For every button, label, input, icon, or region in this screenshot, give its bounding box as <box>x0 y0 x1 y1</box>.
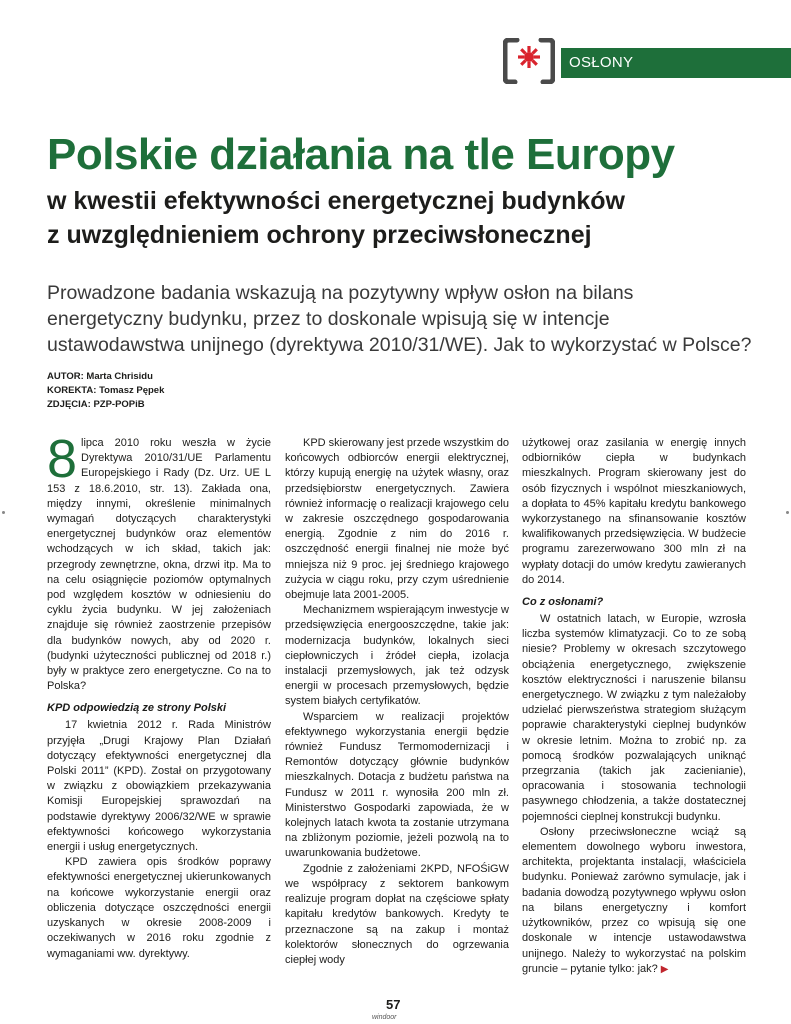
paragraph-text: lipca 2010 roku weszła w życie Dyrektywa 2010/31/UE Parlamentu Europejskiego i Rady (Dz. Urz. UE L 153 z 18.6.2010, str. 13). Zakłada ona, między innymi, określenie minimalnych wymagań dotyczących charakterystyki energetycznej budynków oraz elementów wchodzących w ich skład, takich jak: przegrody zewnętrzne, okna, drzwi itp. Ma to na celu osiągnięcie poziomów optymalnych pod względem kosztów w odniesieniu do cyklu życia budynku. W jej założeniach znajduje się również zaostrzenie przepisów dla budynków nowych, aby od 2020 r. (budynki użyteczności publicznej od 2018 r.) były w praktyce zero energetyczne. Co na to Polska? <box>47 437 271 693</box>
paragraph: KPD skierowany jest przede wszystkim do końcowych odbiorców energii elektrycznej, którzy kupują energię na użytek własny, oraz przedsiębiorstw energetycznych. Zawiera również informację o realizacji krajowego celu w zakresie oszczędnego gospodarowania energią. Zgodnie z nim do 2016 r. oszczędność energii finalnej nie może być mniejsza niż 9 proc. jej średniego krajowego zużycia w ciągu roku, przy czym uśrednienie obejmuje lata 2001-2005. <box>285 437 510 602</box>
lead-line: energetyczny budynku, przez to doskonale wpisują się w intencje <box>47 308 610 330</box>
paragraph-text: Osłony przeciwsłoneczne wciąż są elementem dowolnego wyboru inwestora, architekta, projektanta instalacji, właściciela budynku. Ponieważ zarówno symulacje, jak i badania dowodzą pozytywnego wpływu osłon na bilans energetyczny i komfort użytkowników, przez co wpisują się one doskonale w intencje ustawodawstwa unijnego. Należy to wykorzystać na polskim gruncie – pytanie tylko: jak? <box>522 825 746 975</box>
paragraph: Wsparciem w realizacji projektów efektywnego wykorzystania energii będzie również Fundusz Termomodernizacji i Remontów dotyczący głównie budynków mieszkalnych. Dotacja z budżetu państwa na Fundusz w 2011 r. wynosiła 200 mln zł. Ministerstwo Gospodarki zapowiada, że w kolejnych latach kwota ta zostanie utrzymana na zbliżonym poziomie, jeżeli pozwolą na to uwarunkowania budżetowe. <box>285 710 509 860</box>
paragraph: Zgodnie z założeniami 2KPD, NFOŚiGW we współpracy z sektorem bankowym realizuje program dopłat na częściowe spłaty kapitału kredytów bankowych. Kredyty te przeznaczone są na zakup i montaż kolektorów słonecznych do ogrzewania ciepłej wody <box>285 862 509 966</box>
section-heading: KPD odpowiedzią ze strony Polski <box>47 702 227 715</box>
text-column-3 <box>522 436 746 977</box>
text-column-1 <box>47 429 271 962</box>
lead-line: ustawodawstwa unijnego (dyrektywa 2010/31/WE). Jak to wykorzystać w Polsce? <box>47 334 752 356</box>
continue-arrow-icon: ▶ <box>660 963 669 975</box>
paragraph: 17 kwietnia 2012 r. Rada Ministrów przyjęła „Drugi Krajowy Plan Działań dotyczący efektywności energetycznej dla Polski 2011” (KPD). Został on przygotowany w związku z obowiązkiem przekazywania Komisji Europejskiej sprawozdań na podstawie dyrektywy 2006/32/WE w sprawie efektywności końcowego wykorzystania energii i usług energetycznych. <box>47 719 271 854</box>
section-label: OSŁONY <box>561 48 791 78</box>
paragraph: W ostatnich latach, w Europie, wzrosła liczba systemów klimatyzacji. Co to ze sobą niesie? Problemy w okresach szczytowego obciążenia energetycznego, zwiększenie kosztów elektryczności i naruszenie bilansu energetycznego. W związku z tym należałoby udzielać pierwszeństwa strategiom służącym poprawie charakterystyki cieplnej budynków w okresie letnim. Można to zrobić np. za pomocą środków pozwalających uniknąć przegrzania (takich jak zacienianie), opracowania i stosowania technologii pasywnego chłodzenia, a także dostatecznej pojemności cieplnej konstrukcji budynku. <box>522 613 746 823</box>
credit-author: AUTOR: Marta Chrisidu <box>47 371 153 382</box>
subtitle-line: z uwzględnieniem ochrony przeciwsłonecznej <box>47 221 592 249</box>
page-number: 57 <box>386 997 401 1012</box>
paragraph: Mechanizmem wspierającym inwestycje w przedsięwzięcia energooszczędne, takie jak: modernizacja budynków, lokalnych sieci ciepłowniczych i źródeł ciepła, izolacja instalacji przemysłowych, jak też odzysk energii w procesach przemysłowych, będzie system białych certyfikatów. <box>285 604 510 708</box>
paragraph: KPD zawiera opis środków poprawy efektywności energetycznej ukierunkowanych na końcowe wykorzystanie energii oraz obliczenia dotyczące oszczędności energii uzyskanych w okresie 2008-2009 i oczekiwanych w 2016 roku zgodnie z wymaganiami ww. dyrektywy. <box>47 856 271 960</box>
subtitle-line: w kwestii efektywności energetycznej budynków <box>47 187 625 215</box>
paragraph: użytkowej oraz zasilania w energię innych odbiorników ciepła w budynkach mieszkalnych. Program skierowany jest do osób fizycznych i wspólnot mieszkaniowych, a dopłata to 45% kapitału kredytu bankowego wykorzystanego na sfinansowanie kosztów kwalifikowanych przedsięwzięcia. W budżecie programu zarezerwowano 300 mln zł na wypłaty dotacji do umów kredytu zawieranych do 2014. <box>522 437 746 586</box>
magazine-logo-icon <box>503 38 555 84</box>
section-heading: Co z osłonami? <box>522 596 604 609</box>
footer-brand: windoor <box>372 1014 397 1021</box>
text-column-2 <box>285 436 509 968</box>
credit-proof: KOREKTA: Tomasz Pępek <box>47 385 165 396</box>
drop-cap: 8 <box>47 429 78 489</box>
article-lead <box>47 280 767 358</box>
paragraph <box>522 825 746 977</box>
article-title: Polskie działania na tle Europy <box>47 130 675 179</box>
lead-line: Prowadzone badania wskazują na pozytywny wpływ osłon na bilans <box>47 282 634 304</box>
crop-mark-icon <box>2 511 5 514</box>
article-subtitle <box>47 184 767 252</box>
credit-photos: ZDJĘCIA: PZP-POPiB <box>47 399 145 410</box>
crop-mark-icon <box>786 511 789 514</box>
article-credits <box>47 370 164 412</box>
paragraph <box>47 429 271 694</box>
